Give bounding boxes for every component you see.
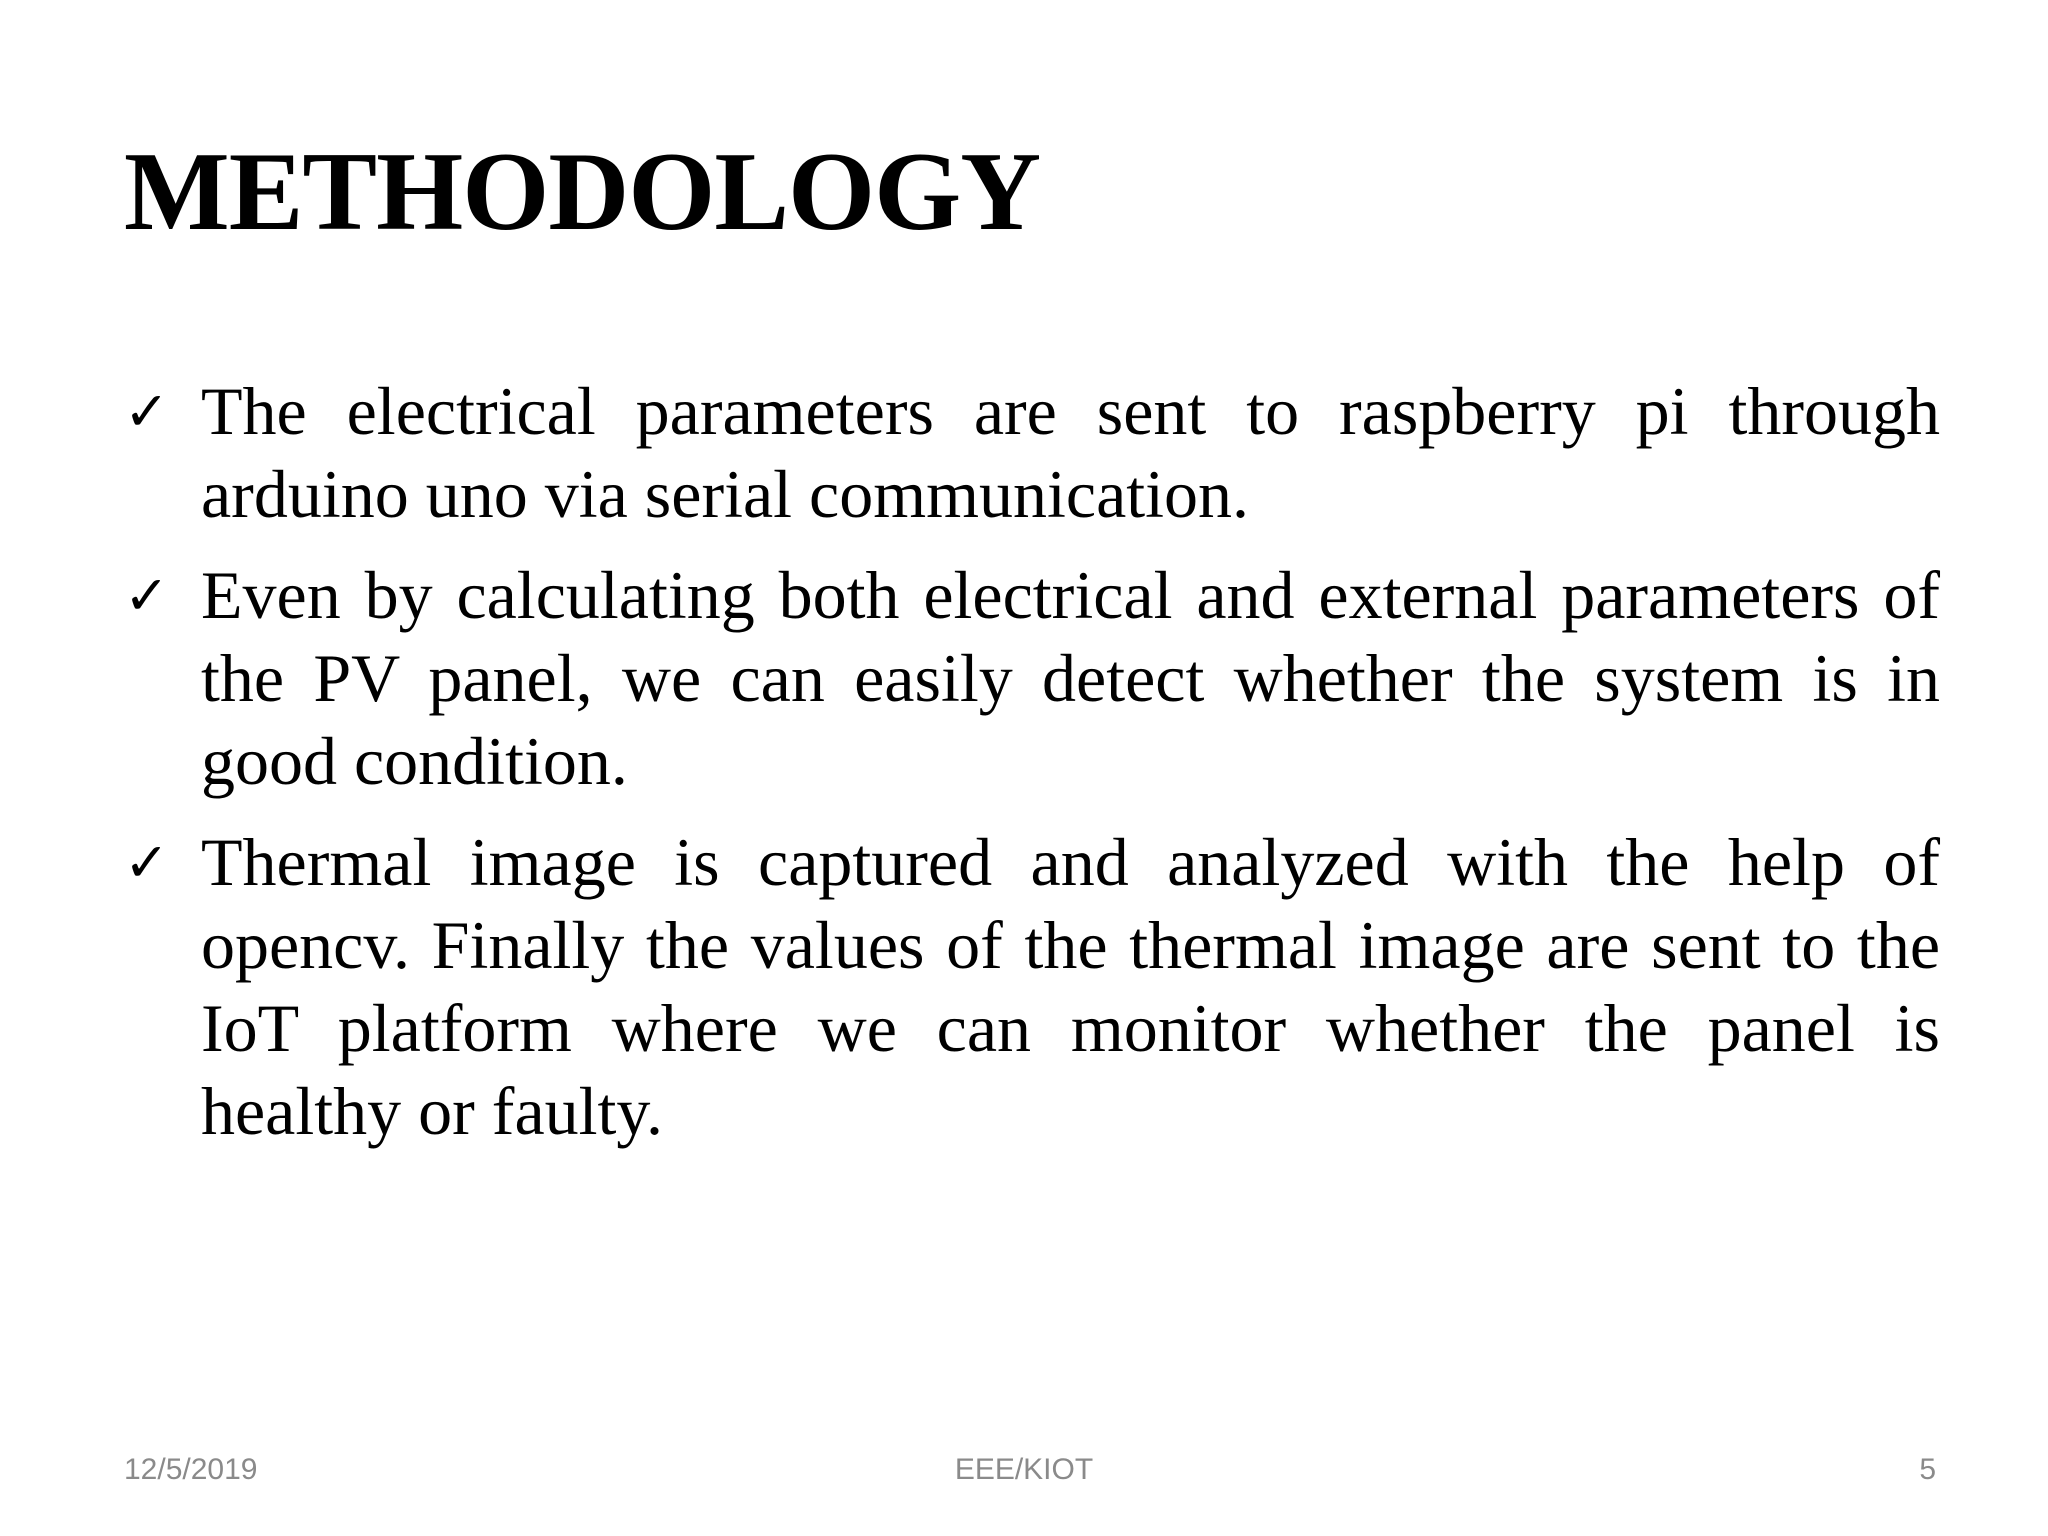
bullet-item (124, 554, 1940, 803)
slide-number: 5 (1919, 1453, 1936, 1486)
bullet-text: Even by calculating both electrical and external parameters of the PV panel, we can easily detect whether the system is in good condition. (201, 557, 1940, 799)
checkmark-icon: ✓ (124, 380, 170, 443)
bullet-item (124, 370, 1940, 536)
bullet-text: The electrical parameters are sent to raspberry pi through arduino uno via serial communication. (201, 373, 1940, 532)
checkmark-icon: ✓ (124, 564, 170, 627)
checkmark-icon: ✓ (124, 831, 170, 894)
slide-title: METHODOLOGY (124, 130, 1041, 254)
bullet-list (124, 370, 1940, 1171)
footer-date: 12/5/2019 (124, 1453, 258, 1486)
bullet-text: Thermal image is captured and analyzed with the help of opencv. Finally the values of the thermal image are sent to the IoT platform where we can monitor whether the panel is healthy or faulty. (201, 824, 1940, 1149)
bullet-item (124, 821, 1940, 1153)
footer-center-text: EEE/KIOT (954, 1453, 1094, 1486)
